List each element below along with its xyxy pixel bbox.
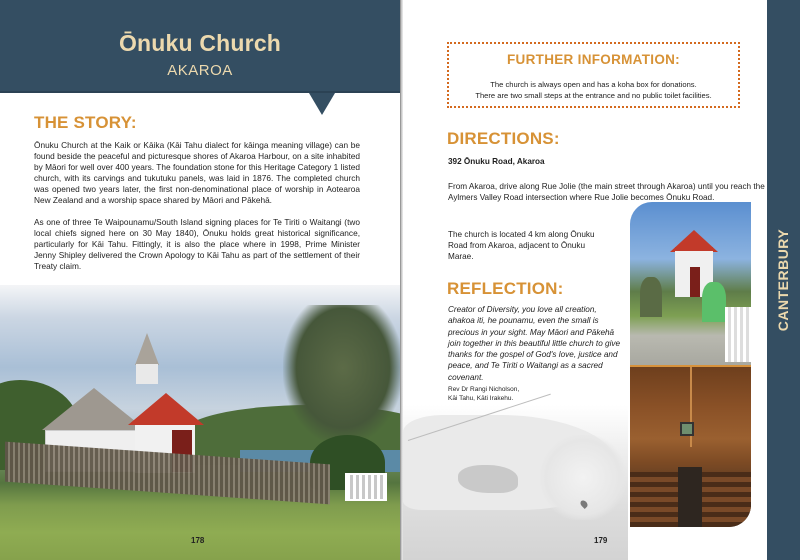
further-info-box: [447, 42, 740, 108]
photo-window: [680, 422, 694, 436]
photo-gate: [725, 307, 751, 362]
directions-paragraph: From Akaroa, drive along Rue Jolie (the main street through Akaroa) until you reach the Aylmers Valley Road intersection where Rue Jolie becomes Ōnuku Road.: [448, 182, 765, 202]
photo-church-spire: [135, 333, 159, 365]
page-number-left: 178: [191, 536, 205, 545]
region-side-tab: [767, 0, 800, 560]
directions-heading: DIRECTIONS:: [447, 129, 560, 148]
page-number-right: 179: [594, 536, 608, 545]
directions-paragraph: The church is located 4 km along Ōnuku Road from Akaroa, adjacent to Ōnuku Marae.: [448, 230, 595, 261]
region-label: CANTERBURY: [775, 228, 791, 332]
photo-aisle: [678, 467, 702, 527]
map-lake: [458, 465, 518, 493]
page-title: Ōnuku Church: [118, 30, 282, 56]
photo-church-door: [690, 267, 700, 297]
story-body: [34, 140, 360, 282]
photo-tree: [283, 305, 400, 445]
story-paragraph: Ōnuku Church at the Kaik or Kāika (Kāi Tahu dialect for kāinga meaning village) can be found beside the peaceful and picturesque shores of Akaroa Harbour, on a site inhabited by Māori for well over 400 years. The foundation stone for this Heritage Category 1 listed church, with its carvings and tukutuku panels, was laid in 1876. The completed church was opened two years later, the first non-denominational place of worship in Aotearoa New Zealand and a worship space shared by Māori and Pākehā.: [34, 140, 360, 206]
further-info-line: The church is always open and has a koha box for donations.: [490, 80, 697, 89]
reflection-heading: REFLECTION:: [447, 279, 564, 298]
further-info-heading: FURTHER INFORMATION:: [507, 52, 680, 67]
story-heading: THE STORY:: [34, 113, 137, 132]
photo-church-belfry: [136, 364, 158, 384]
further-info-text: [449, 79, 738, 101]
header-pointer-triangle: [309, 93, 335, 115]
story-paragraph: As one of three Te Waipounamu/South Island signing places for Te Tiriti o Waitangi (two local chiefs signed here on 30 May 1840), Ōnuku holds great historical significance, particularly for Kāi Tahu. Fittingly, it is also the place where in 1998, Prime Minister Jenny Shipley delivered the Crown Apology to Kāi Tahu as part of the settlement of their Treaty claim.: [34, 216, 360, 271]
right-page: [403, 0, 800, 560]
page-subtitle: AKAROA: [167, 62, 233, 79]
photo-gate: [345, 473, 387, 501]
church-interior-photo: [630, 367, 751, 527]
further-info-line: There are two small steps at the entrance and no public toilet facilities.: [475, 91, 712, 100]
reflection-prayer: Creator of Diversity, you love all creation, ahakoa iti, he pounamu, even the small is precious in your sight. May Māori and Pākehā join together in this beautiful little church to give thanks for the gospel of God's love, justice and peace, and Te Tiriti o Waitangi as a sacred covenant.: [448, 305, 621, 382]
page-header-banner: [0, 0, 400, 93]
directions-address: 392 Ōnuku Road, Akaroa: [448, 157, 545, 166]
photo-person: [702, 282, 726, 322]
church-photo-collage: [630, 202, 751, 527]
credit-line: Rev Dr Rangi Nicholson,: [448, 386, 520, 393]
credit-line: Kāi Tahu, Kāti Irakehu.: [448, 395, 514, 402]
church-exterior-photo: [0, 285, 400, 560]
visitors-photo: [630, 202, 751, 365]
photo-porch-roof: [128, 393, 204, 425]
photo-person: [640, 277, 662, 317]
